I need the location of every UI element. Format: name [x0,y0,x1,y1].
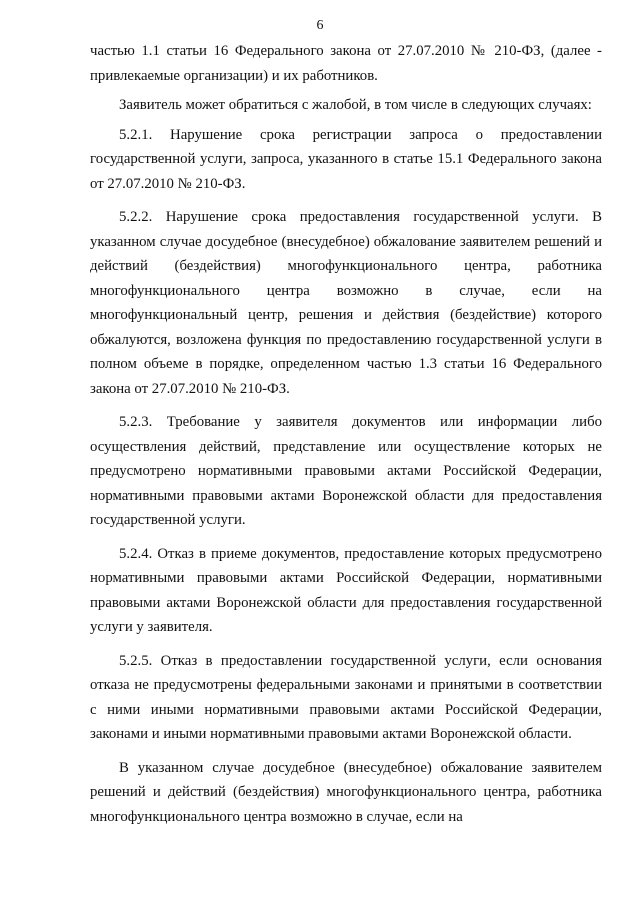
paragraph-5-2-2: 5.2.2. Нарушение срока предоставления государственной услуги. В указанном случае досудебное (внесудебное) обжалование заявителем решений и действий (бездействия) многофункционального центра, работника многофункционального центра возможно в случае, если на многофункциональный центр, решения и действия (бездействие) которого обжалуются, возложена функция по предоставлению государственной услуги в полном объеме в порядке, определенном частью 1.3 статьи 16 Федерального закона от 27.07.2010 № 210-ФЗ. [90,209,602,397]
paragraph-appeal-case: В указанном случае досудебное (внесудебное) обжалование заявителем решений и действий (бездействия) многофункционального центра, работника многофункционального центра возможно в случае, если на [90,759,602,825]
document-body [90,39,602,829]
paragraph-5-2-3: 5.2.3. Требование у заявителя документов или информации либо осуществления действий, представление или осуществление которых не предусмотрено нормативными правовыми актами Российской Федерации, нормативными правовыми актами Воронежской области для предоставления государственной услуги. [90,414,602,528]
paragraph-5-2-5: 5.2.5. Отказ в предоставлении государственной услуги, если основания отказа не предусмотрены федеральными законами и принятыми в соответствии с ними иными нормативными правовыми актами Российской Федерации, законами и иными нормативными правовыми актами Воронежской области. [90,652,602,742]
paragraph-continuation: частью 1.1 статьи 16 Федерального закона от 27.07.2010 № 210-ФЗ, (далее - привлекаемые организации) и их работников. [90,43,602,84]
paragraph-complaint-intro: Заявитель может обратиться с жалобой, в том числе в следующих случаях: [119,97,592,113]
paragraph-5-2-4: 5.2.4. Отказ в приеме документов, предоставление которых предусмотрено нормативными правовыми актами Российской Федерации, нормативными правовыми актами Воронежской области для предоставления государственной услуги у заявителя. [90,545,602,635]
page-number: 6 [316,18,324,33]
paragraph-5-2-1: 5.2.1. Нарушение срока регистрации запроса о предоставлении государственной услуги, запроса, указанного в статье 15.1 Федерального закона от 27.07.2010 № 210-ФЗ. [90,126,602,192]
